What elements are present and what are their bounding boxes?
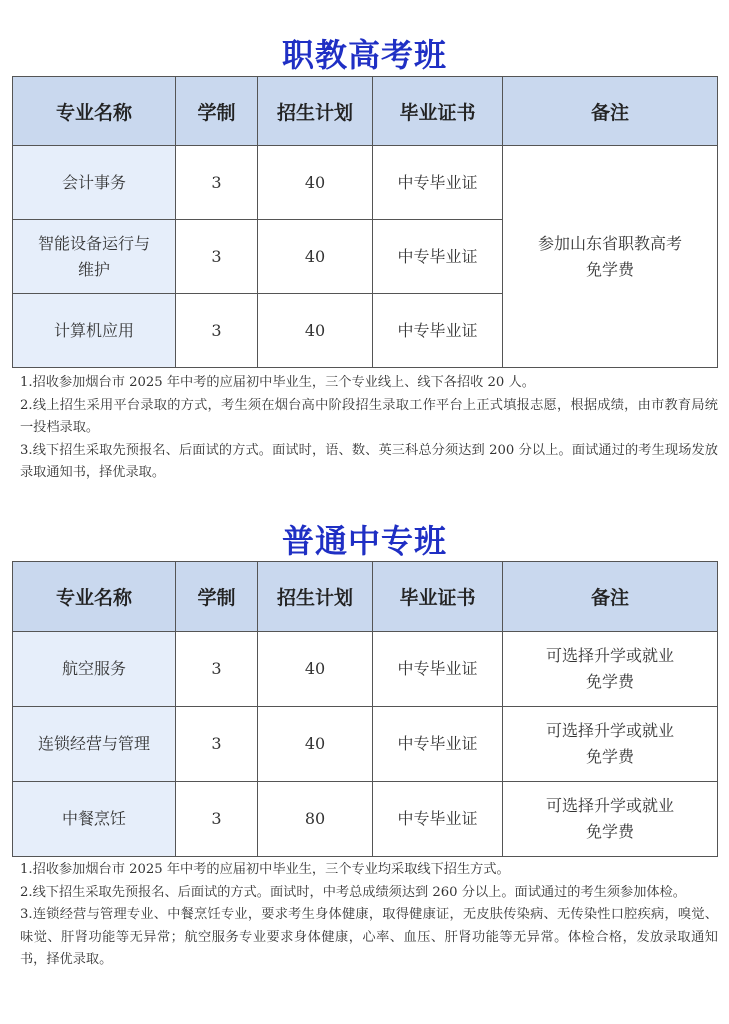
cert-cell: 中专毕业证: [373, 294, 503, 368]
remark-line: 免学费: [585, 259, 634, 279]
note-item: 3.连锁经营与管理专业、中餐烹饪专业，要求考生身体健康，取得健康证，无皮肤传染病、无传染性口腔疾病，嗅觉、味觉、肝肾功能等无异常；航空服务专业要求身体健康，心率、血压、肝肾功能等无异常。体检合格，发放录取通知书，择优录取。: [20, 907, 718, 967]
note-item: 1.招收参加烟台市 2025 年中考的应届初中毕业生，三个专业线上、线下各招收 20 人。: [20, 375, 535, 390]
header-cert: 毕业证书: [373, 562, 503, 632]
years-cell: 3: [176, 220, 258, 294]
table-header-row: [13, 562, 718, 632]
remark-line: 免学费: [585, 672, 634, 691]
section-title-vocational-exam: 职教高考班: [281, 36, 447, 74]
header-years: 学制: [176, 77, 258, 146]
header-cert: 毕业证书: [373, 77, 503, 146]
major-name: [13, 220, 176, 294]
section-title-regular-secondary: 普通中专班: [281, 522, 447, 560]
plan-cell: 40: [258, 220, 373, 294]
years-cell: 3: [176, 707, 258, 782]
years-cell: 3: [176, 632, 258, 707]
major-name-line: 维护: [77, 259, 110, 279]
remark-cell: [503, 782, 718, 857]
major-name-line: 智能设备运行与: [37, 233, 150, 253]
years-cell: 3: [176, 294, 258, 368]
header-plan: 招生计划: [258, 562, 373, 632]
header-remark: 备注: [503, 562, 718, 632]
regular-secondary-notes: [20, 859, 718, 972]
remark-line: 可选择升学或就业: [545, 796, 674, 815]
note-item: 1.招收参加烟台市 2025 年中考的应届初中毕业生，三个专业均采取线下招生方式。: [20, 862, 510, 877]
major-name: 中餐烹饪: [13, 782, 176, 857]
major-name: 航空服务: [13, 632, 176, 707]
note-item: 2.线下招生采取先预报名、后面试的方式。面试时，中考总成绩须达到 260 分以上。面试通过的考生须参加体检。: [20, 884, 686, 900]
vocational-exam-table: [12, 76, 718, 368]
header-major: 专业名称: [13, 77, 176, 146]
header-major: 专业名称: [13, 562, 176, 632]
plan-cell: 80: [258, 782, 373, 857]
table-row: [13, 632, 718, 707]
table-row: [13, 146, 718, 220]
plan-cell: 40: [258, 146, 373, 220]
years-cell: 3: [176, 782, 258, 857]
cert-cell: 中专毕业证: [373, 220, 503, 294]
remark-line: 免学费: [585, 822, 634, 841]
note-item: 3.线下招生采取先预报名、后面试的方式。面试时，语、数、英三科总分须达到 200 分以上。面试通过的考生现场发放录取通知书，择优录取。: [20, 442, 718, 480]
note-item: 2.线上招生采用平台录取的方式，考生须在烟台高中阶段招生录取工作平台上正式填报志愿，根据成绩，由市教育局统一投档录取。: [20, 397, 718, 435]
remark-line: 参加山东省职教高考: [537, 233, 682, 253]
regular-secondary-table: [12, 561, 718, 857]
remark-cell: [503, 707, 718, 782]
cert-cell: 中专毕业证: [373, 707, 503, 782]
plan-cell: 40: [258, 294, 373, 368]
years-cell: 3: [176, 146, 258, 220]
table-row: [13, 782, 718, 857]
remark-cell: [503, 146, 718, 368]
remark-line: 可选择升学或就业: [545, 721, 674, 740]
table-header-row: [13, 77, 718, 146]
remark-cell: [503, 632, 718, 707]
plan-cell: 40: [258, 632, 373, 707]
cert-cell: 中专毕业证: [373, 146, 503, 220]
vocational-exam-notes: [20, 372, 718, 485]
header-plan: 招生计划: [258, 77, 373, 146]
table-row: [13, 707, 718, 782]
remark-line: 免学费: [585, 747, 634, 766]
major-name: 连锁经营与管理: [13, 707, 176, 782]
major-name: 计算机应用: [13, 294, 176, 368]
header-years: 学制: [176, 562, 258, 632]
cert-cell: 中专毕业证: [373, 782, 503, 857]
remark-line: 可选择升学或就业: [545, 646, 674, 665]
cert-cell: 中专毕业证: [373, 632, 503, 707]
major-name: 会计事务: [13, 146, 176, 220]
plan-cell: 40: [258, 707, 373, 782]
header-remark: 备注: [503, 77, 718, 146]
